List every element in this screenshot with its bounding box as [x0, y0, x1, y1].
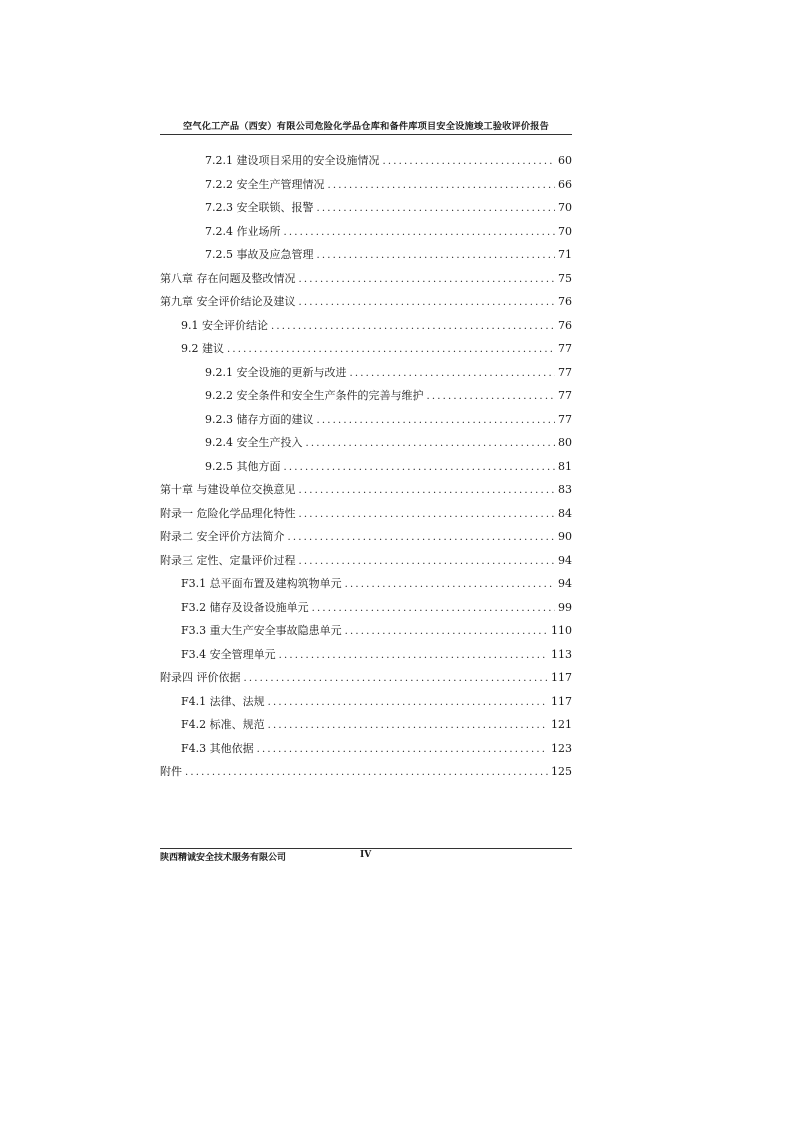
toc-entry-title: 附录三 定性、定量评价过程: [160, 553, 296, 567]
header-divider: [160, 134, 572, 135]
toc-entry[interactable]: [160, 173, 572, 197]
footer-page-number: IV: [360, 850, 372, 860]
toc-entry[interactable]: [160, 690, 572, 714]
toc-entry-title: 附录四 评价依据: [160, 671, 241, 684]
toc-entry-title: 7.2.5 事故及应急管理: [205, 248, 314, 261]
toc-entry[interactable]: [160, 220, 572, 244]
toc-entry-title: 7.2.3 安全联锁、报警: [205, 201, 314, 214]
toc-entry[interactable]: [160, 525, 572, 549]
toc-entry-page: 84: [558, 506, 572, 520]
toc-entry-page: 80: [558, 436, 572, 449]
toc-entry-page: 121: [551, 718, 572, 731]
toc-entry[interactable]: [160, 760, 572, 784]
toc-entry-title: F3.1 总平面布置及建构筑物单元: [181, 577, 342, 590]
toc-leader-dots: [306, 432, 556, 456]
toc-entry[interactable]: [160, 643, 572, 667]
toc-leader-dots: [299, 479, 556, 503]
toc-entry-title: 第十章 与建设单位交换意见: [160, 483, 296, 496]
toc-entry-page: 71: [558, 248, 572, 261]
toc-entry[interactable]: [160, 572, 572, 596]
toc-entry-title: 9.2.3 储存方面的建议: [205, 412, 314, 426]
toc-leader-dots: [426, 385, 555, 409]
toc-entry-title: F3.4 安全管理单元: [181, 647, 276, 661]
toc-leader-dots: [299, 291, 556, 315]
toc-entry-title: F4.1 法律、法规: [181, 694, 265, 708]
toc-entry-page: 117: [551, 671, 572, 684]
toc-leader-dots: [227, 338, 555, 362]
toc-entry-page: 94: [558, 553, 572, 567]
toc-entry-title: 7.2.1 建设项目采用的安全设施情况: [205, 154, 380, 167]
toc-entry-title: F4.2 标准、规范: [181, 718, 265, 731]
toc-leader-dots: [257, 738, 548, 762]
toc-leader-dots: [345, 620, 548, 644]
toc-entry-page: 83: [558, 483, 572, 496]
toc-entry-title: 7.2.2 安全生产管理情况: [205, 177, 325, 191]
toc-entry-page: 94: [558, 577, 572, 590]
toc-leader-dots: [268, 691, 548, 715]
toc-entry[interactable]: [160, 549, 572, 573]
toc-entry-page: 66: [558, 177, 572, 191]
toc-entry-page: 123: [551, 741, 572, 755]
table-of-contents: [160, 149, 572, 784]
toc-entry-page: 125: [551, 765, 572, 778]
toc-entry-title: 9.2.4 安全生产投入: [205, 436, 303, 449]
toc-entry-page: 90: [558, 530, 572, 543]
toc-leader-dots: [317, 244, 556, 268]
toc-entry-title: 附录二 安全评价方法简介: [160, 530, 285, 543]
footer-company: 陕西精诚安全技术服务有限公司: [160, 853, 287, 863]
toc-entry[interactable]: [160, 713, 572, 737]
toc-entry-title: F4.3 其他依据: [181, 741, 254, 755]
toc-leader-dots: [317, 409, 556, 433]
toc-leader-dots: [284, 221, 556, 245]
toc-entry-page: 75: [558, 271, 572, 285]
toc-leader-dots: [271, 315, 555, 339]
toc-entry-page: 99: [558, 600, 572, 614]
toc-entry-page: 70: [558, 201, 572, 214]
toc-entry[interactable]: [160, 408, 572, 432]
toc-leader-dots: [279, 644, 548, 668]
toc-entry[interactable]: [160, 502, 572, 526]
toc-leader-dots: [382, 150, 555, 174]
toc-leader-dots: [288, 526, 556, 550]
toc-entry-page: 77: [558, 389, 572, 402]
toc-leader-dots: [268, 714, 548, 738]
toc-entry-page: 77: [558, 412, 572, 426]
page-header: 空气化工产品（西安）有限公司危险化学品仓库和备件库项目安全设施竣工验收评价报告: [182, 121, 550, 132]
toc-entry-page: 113: [551, 647, 572, 661]
toc-entry-page: 76: [558, 318, 572, 332]
toc-entry-title: 附录一 危险化学品理化特性: [160, 506, 296, 520]
toc-leader-dots: [185, 761, 548, 785]
toc-entry[interactable]: [160, 361, 572, 385]
toc-leader-dots: [299, 550, 556, 574]
toc-entry-page: 77: [558, 365, 572, 379]
toc-leader-dots: [317, 197, 556, 221]
toc-entry[interactable]: [160, 737, 572, 761]
toc-leader-dots: [350, 362, 556, 386]
toc-entry[interactable]: [160, 666, 572, 690]
toc-entry[interactable]: [160, 596, 572, 620]
toc-entry-title: 9.2 建议: [181, 342, 224, 355]
toc-entry[interactable]: [160, 431, 572, 455]
toc-entry-title: F3.3 重大生产安全事故隐患单元: [181, 624, 342, 637]
toc-entry-title: 附件: [160, 765, 182, 778]
toc-entry-title: 9.2.2 安全条件和安全生产条件的完善与维护: [205, 389, 424, 402]
toc-entry[interactable]: [160, 455, 572, 479]
toc-entry[interactable]: [160, 196, 572, 220]
toc-entry[interactable]: [160, 619, 572, 643]
toc-entry-page: 70: [558, 224, 572, 238]
toc-entry-page: 110: [551, 624, 572, 637]
toc-entry-page: 60: [558, 154, 572, 167]
toc-entry[interactable]: [160, 149, 572, 173]
toc-entry-page: 81: [558, 459, 572, 473]
toc-entry-title: 第九章 安全评价结论及建议: [160, 295, 296, 308]
toc-entry-title: 第八章 存在问题及整改情况: [160, 271, 296, 285]
toc-entry-page: 117: [551, 694, 572, 708]
toc-entry-page: 77: [558, 342, 572, 355]
footer-divider: [160, 848, 572, 849]
toc-entry-title: 9.2.5 其他方面: [205, 459, 281, 473]
toc-entry[interactable]: [160, 314, 572, 338]
toc-leader-dots: [299, 503, 556, 527]
toc-entry-title: 9.1 安全评价结论: [181, 318, 268, 332]
toc-entry[interactable]: [160, 290, 572, 314]
toc-entry[interactable]: [160, 337, 572, 361]
toc-leader-dots: [284, 456, 556, 480]
toc-entry[interactable]: [160, 267, 572, 291]
toc-entry[interactable]: [160, 384, 572, 408]
toc-entry-title: F3.2 储存及设备设施单元: [181, 600, 309, 614]
toc-entry-title: 9.2.1 安全设施的更新与改进: [205, 365, 347, 379]
toc-entry[interactable]: [160, 478, 572, 502]
toc-leader-dots: [244, 667, 549, 691]
toc-leader-dots: [345, 573, 555, 597]
toc-entry-title: 7.2.4 作业场所: [205, 224, 281, 238]
toc-leader-dots: [299, 268, 556, 292]
toc-entry[interactable]: [160, 243, 572, 267]
toc-leader-dots: [328, 174, 556, 198]
toc-entry-page: 76: [558, 295, 572, 308]
toc-leader-dots: [312, 597, 555, 621]
